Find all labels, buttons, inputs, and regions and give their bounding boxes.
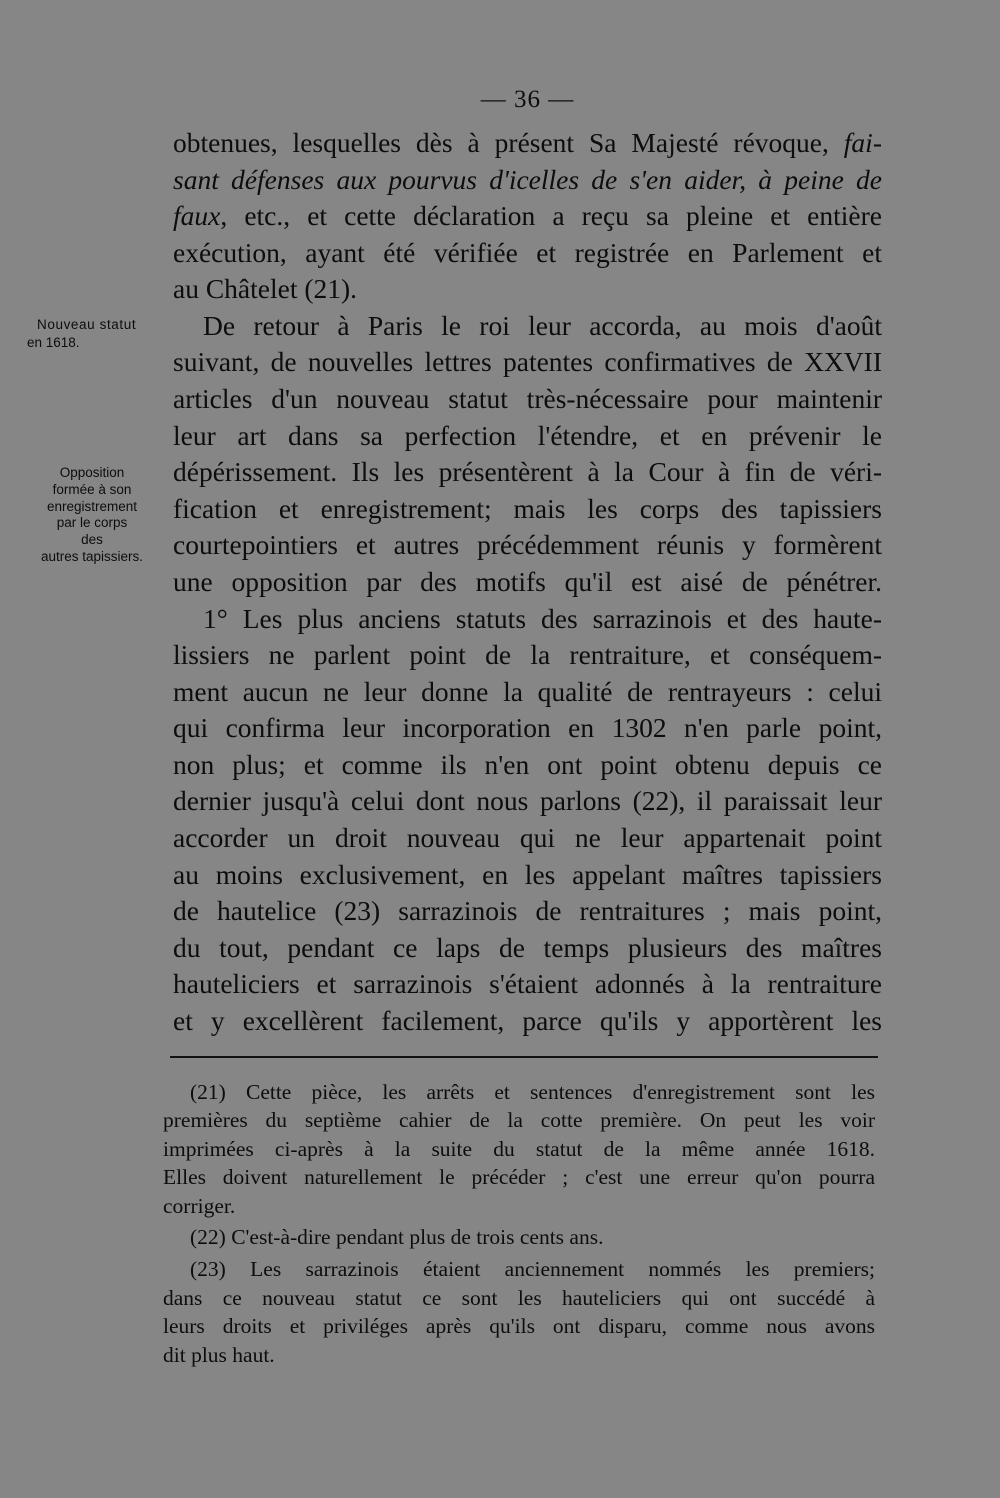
text-line: du tout, pendant ce laps de temps plusieurs des maîtres — [173, 931, 882, 963]
footnote-line: (23) Les sarrazinois étaient anciennement nommés les premiers; — [190, 1257, 875, 1282]
margin-note-line: Nouveau statut — [37, 317, 137, 332]
text-line: lissiers ne parlent point de la rentraiture, et conséquem- — [173, 639, 882, 671]
footnote-line: dit plus haut. — [163, 1342, 275, 1367]
text-line: fication et enregistrement; mais les corps des tapissiers — [173, 492, 882, 524]
paragraph — [173, 125, 882, 308]
text-line: dépérissement. Ils les présentèrent à la Cour à fin de véri- — [173, 456, 882, 488]
text-line: accorder un droit nouveau qui ne leur appartenait point — [173, 821, 882, 853]
footnote-line: Elles doivent naturellement le précéder ; c'est une erreur qu'on pourra — [163, 1165, 875, 1190]
margin-note-line: formée à son — [52, 481, 132, 497]
footnote-line: dans ce nouveau statut ce sont les hauteliciers qui ont succédé à — [163, 1285, 875, 1310]
text-line: courtepointiers et autres précédemment réunis y formèrent — [173, 529, 882, 561]
text-run: obtenues, lesquelles dès à présent Sa Majesté révoque, — [173, 127, 844, 158]
text-line: 1° Les plus anciens statuts des sarrazinois et des haute- — [203, 602, 882, 634]
italic-text: faux — [173, 200, 221, 232]
text-run: , etc., et cette déclaration a reçu sa pleine et entière — [220, 200, 882, 232]
text-line: et y excellèrent facilement, parce qu'ils y apportèrent les — [173, 1004, 882, 1036]
text-line: une opposition par des motifs qu'il est aisé de pénétrer. — [173, 565, 882, 597]
margin-note-line: autres tapissiers. — [40, 548, 144, 564]
italic-text: fai- — [843, 127, 882, 158]
text-line: suivant, de nouvelles lettres patentes confirmatives de XXVII — [173, 346, 882, 378]
text-line: au Châtelet (21). — [173, 273, 358, 305]
footnote — [163, 1078, 875, 1220]
margin-note-line: en 1618. — [27, 335, 80, 350]
footnote-line: (21) Cette pièce, les arrêts et sentences d'enregistrement sont les — [190, 1080, 875, 1104]
footnote — [163, 1255, 875, 1369]
text-line: exécution, ayant été vérifiée et registrée en Parlement et — [173, 236, 882, 268]
text-line — [173, 198, 882, 235]
footnote-divider — [170, 1056, 878, 1058]
paragraph — [173, 308, 882, 601]
footnote-line: corriger. — [163, 1193, 236, 1218]
text-line: De retour à Paris le roi leur accorda, au mois d'août — [203, 309, 882, 341]
page-number: — 36 — — [480, 86, 575, 113]
footnote-line: imprimées ci-après à la suite du statut de la même année 1618. — [163, 1136, 875, 1161]
footnote-line: leurs droits et priviléges après qu'ils ont disparu, comme nous avons — [163, 1314, 875, 1339]
margin-note-line: enregistrement — [46, 498, 138, 514]
margin-note-line: Opposition — [59, 465, 125, 480]
text-line: leur art dans sa perfection l'étendre, et en prévenir le — [173, 419, 882, 451]
text-line: hauteliciers et sarrazinois s'étaient adonnés à la rentraiture — [173, 968, 882, 1000]
text-line: au moins exclusivement, en les appelant maîtres tapissiers — [173, 858, 882, 890]
italic-text: sant défenses aux pourvus d'icelles de s'en aider, à peine de — [173, 163, 882, 195]
text-line: qui confirma leur incorporation en 1302 n'en parle point, — [173, 712, 882, 744]
text-line: dernier jusqu'à celui dont nous parlons (22), il paraissait leur — [173, 785, 882, 817]
margin-note-new-statute — [27, 316, 162, 352]
footnote-line: premières du septième cahier de la cotte première. On peut les voir — [163, 1108, 875, 1133]
text-line: de hautelice (23) sarrazinois de rentraitures ; mais point, — [173, 895, 882, 927]
margin-note-line: des — [81, 532, 103, 548]
text-line: articles d'un nouveau statut très-nécessaire pour maintenir — [173, 383, 882, 415]
margin-note-opposition — [22, 465, 162, 566]
footnote-line: (22) C'est-à-dire pendant plus de trois cents ans. — [190, 1225, 604, 1250]
main-text — [173, 125, 882, 1039]
text-line — [173, 162, 882, 199]
paragraph — [173, 601, 882, 1040]
text-line — [173, 125, 882, 162]
text-line: ment aucun ne leur donne la qualité de rentrayeurs : celui — [173, 675, 882, 707]
text-line: non plus; et comme ils n'en ont point obtenu depuis ce — [173, 748, 882, 780]
margin-note-line: par le corps — [56, 515, 128, 531]
footnote — [163, 1223, 875, 1251]
footnotes — [163, 1078, 875, 1372]
